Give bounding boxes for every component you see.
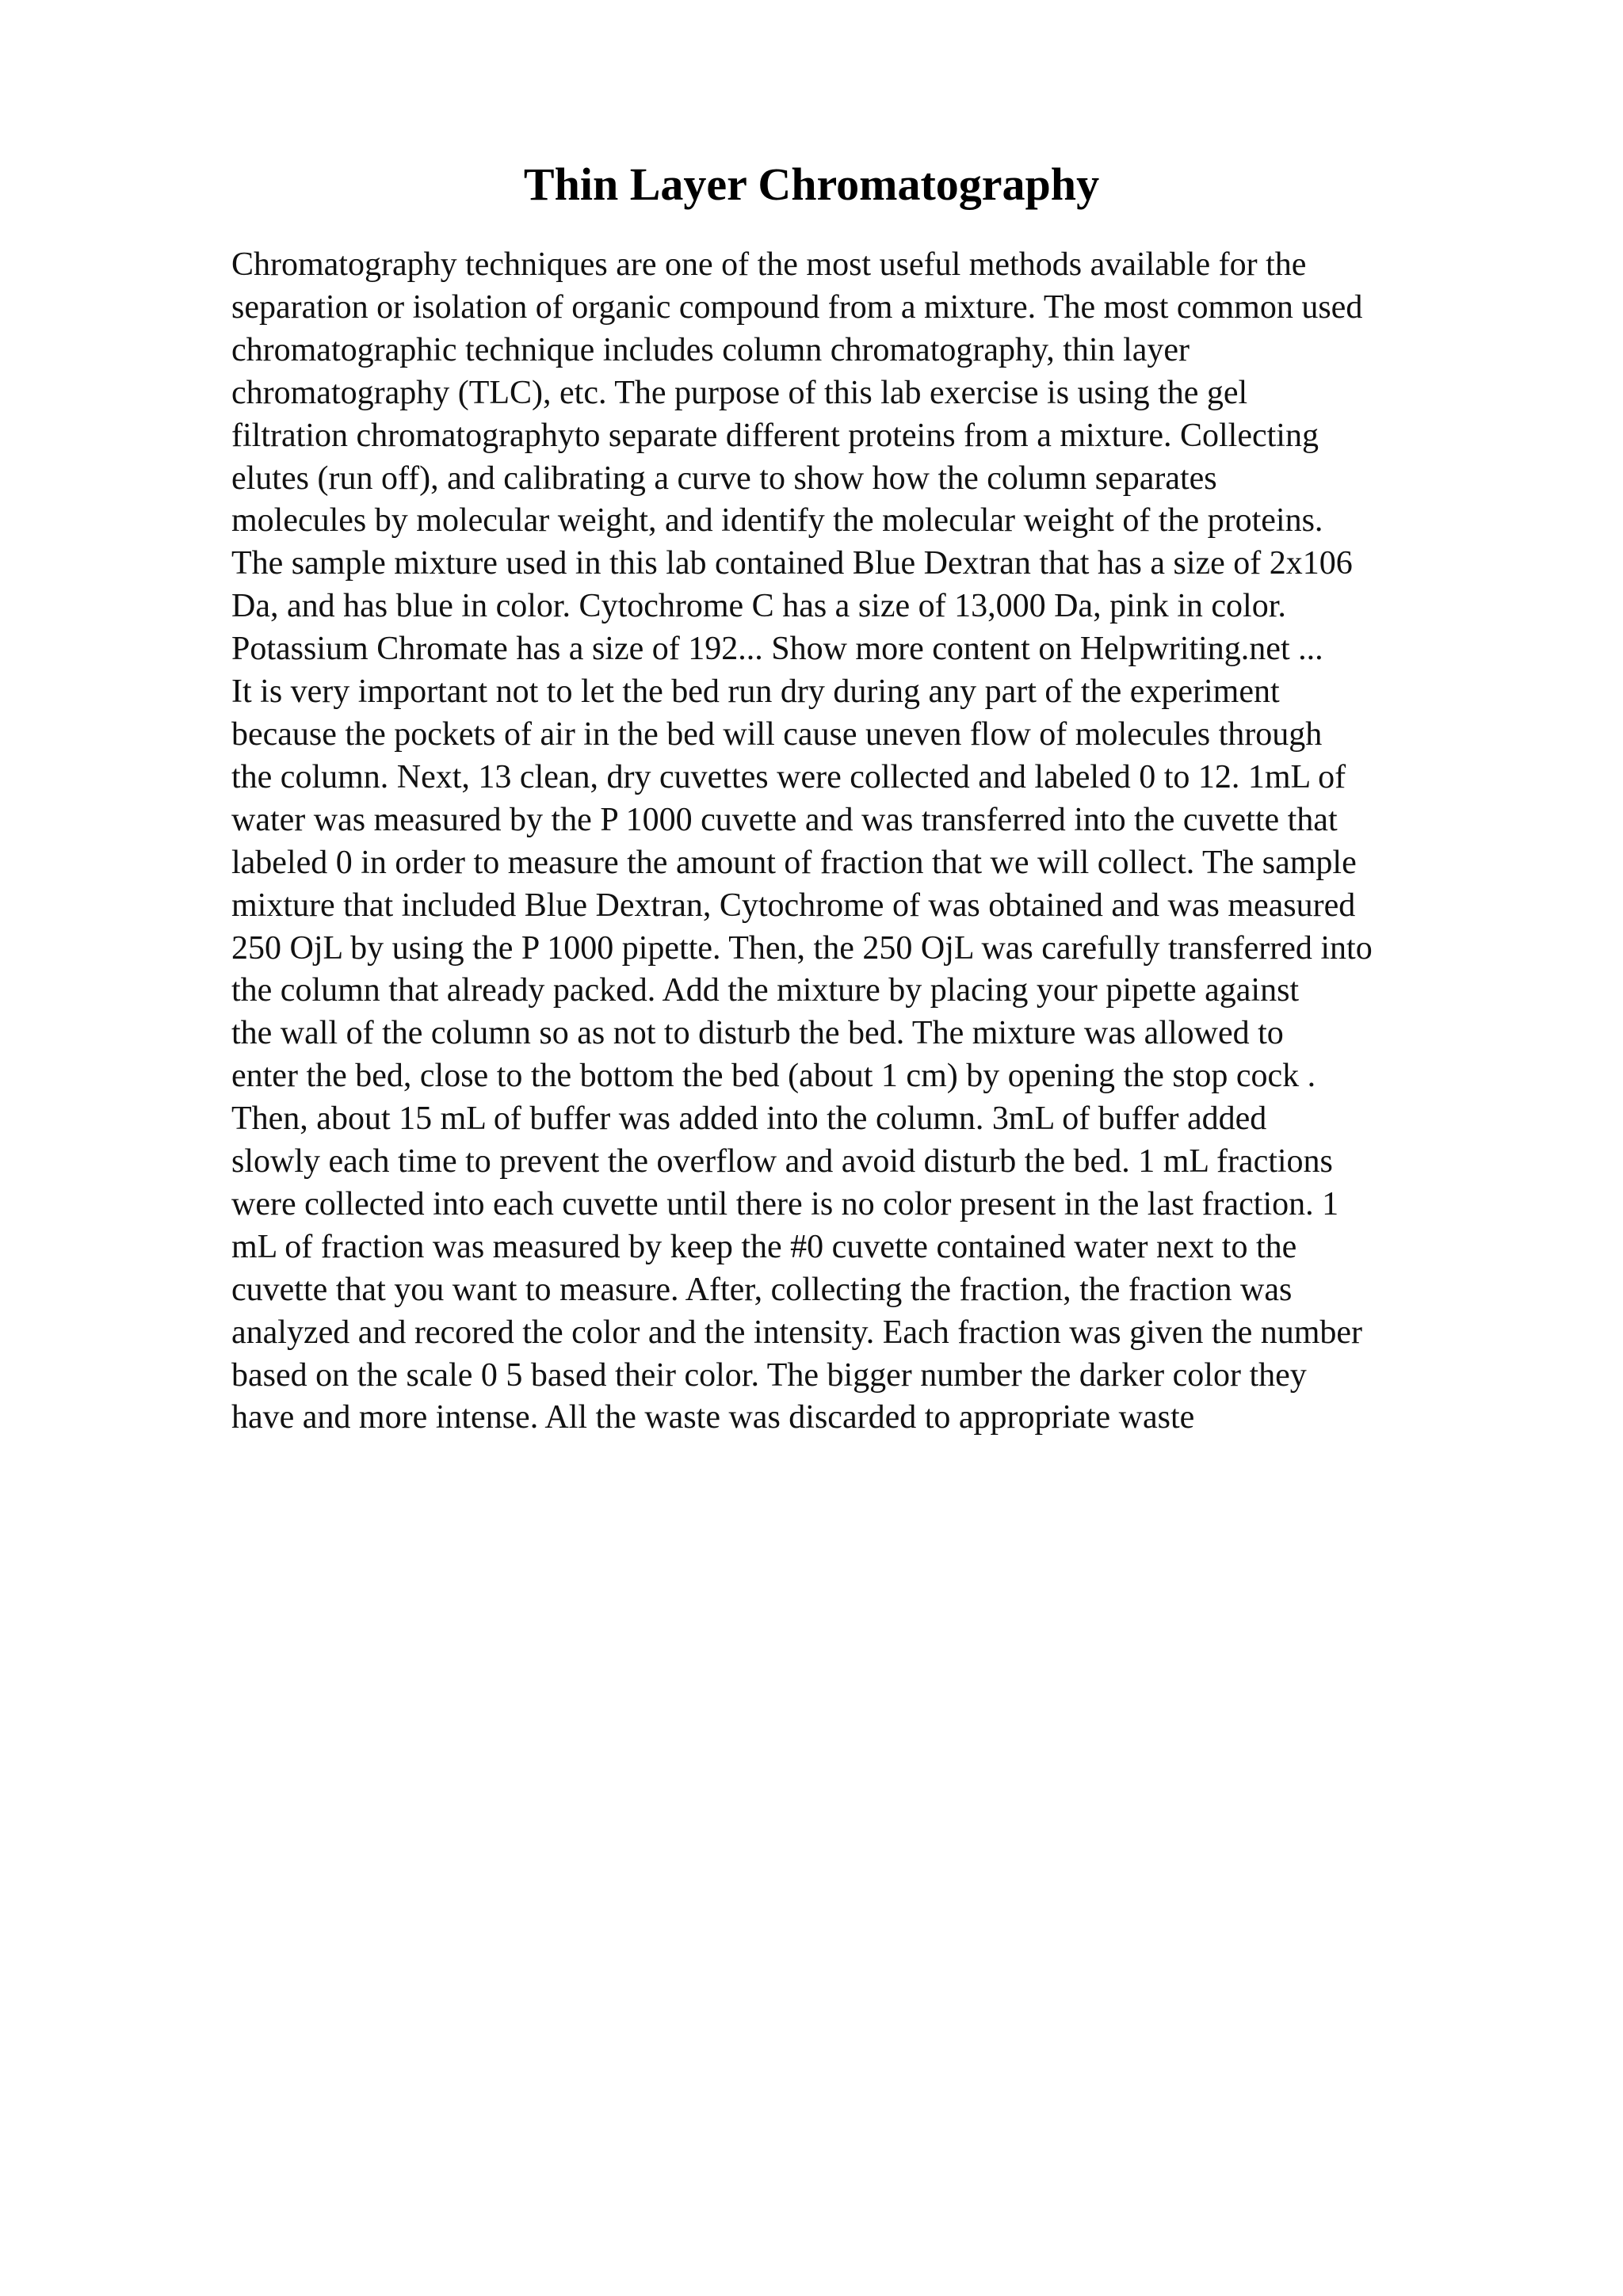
body-line: were collected into each cuvette until there is no color present in the last fraction. 1	[231, 1185, 1339, 1222]
body-line: filtration chromatographyto separate different proteins from a mixture. Collecting	[231, 417, 1319, 454]
body-line: chromatography (TLC), etc. The purpose of this lab exercise is using the gel	[231, 374, 1248, 411]
body-line: separation or isolation of organic compound from a mixture. The most common used	[231, 288, 1363, 326]
body-line: enter the bed, close to the bottom the bed (about 1 cm) by opening the stop cock .	[231, 1058, 1316, 1095]
body-line: mL of fraction was measured by keep the #0 cuvette contained water next to the	[231, 1228, 1297, 1265]
body-line: the column. Next, 13 clean, dry cuvettes were collected and labeled 0 to 12. 1mL of	[231, 758, 1346, 795]
body-line: molecules by molecular weight, and identify the molecular weight of the proteins.	[231, 502, 1323, 540]
body-line: Da, and has blue in color. Cytochrome C has a size of 13,000 Da, pink in color.	[231, 588, 1286, 625]
body-line: Chromatography techniques are one of the most useful methods available for the	[231, 246, 1307, 283]
body-line: because the pockets of air in the bed will cause uneven flow of molecules through	[231, 715, 1323, 753]
document-body	[231, 244, 1594, 1440]
body-line: labeled 0 in order to measure the amount of fraction that we will collect. The sample	[231, 844, 1357, 881]
body-line: water was measured by the P 1000 cuvette and was transferred into the cuvette that	[231, 801, 1338, 838]
body-line: cuvette that you want to measure. After, collecting the fraction, the fraction was	[231, 1271, 1293, 1308]
body-line: Potassium Chromate has a size of 192... Show more content on Helpwriting.net ...	[231, 631, 1323, 668]
body-line: have and more intense. All the waste was discarded to appropriate waste	[231, 1399, 1195, 1436]
body-line: chromatographic technique includes column chromatography, thin layer	[231, 331, 1190, 368]
body-line: 250 OjL by using the P 1000 pipette. Then, the 250 OjL was carefully transferred into	[231, 929, 1373, 967]
body-line: The sample mixture used in this lab contained Blue Dextran that has a size of 2x106	[231, 545, 1353, 582]
body-line: the column that already packed. Add the mixture by placing your pipette against	[231, 972, 1300, 1009]
body-line: Then, about 15 mL of buffer was added into the column. 3mL of buffer added	[231, 1100, 1267, 1138]
body-line: slowly each time to prevent the overflow and avoid disturb the bed. 1 mL fractions	[231, 1143, 1333, 1180]
body-line: It is very important not to let the bed run dry during any part of the experiment	[231, 673, 1280, 711]
body-line: the wall of the column so as not to disturb the bed. The mixture was allowed to	[231, 1015, 1284, 1052]
body-line: analyzed and recored the color and the intensity. Each fraction was given the number	[231, 1314, 1363, 1351]
body-line: based on the scale 0 5 based their color. The bigger number the darker color they	[231, 1356, 1307, 1394]
body-line: mixture that included Blue Dextran, Cytochrome of was obtained and was measured	[231, 887, 1356, 924]
document-title: Thin Layer Chromatography	[523, 158, 1100, 210]
body-line: elutes (run off), and calibrating a curve to show how the column separates	[231, 460, 1217, 497]
